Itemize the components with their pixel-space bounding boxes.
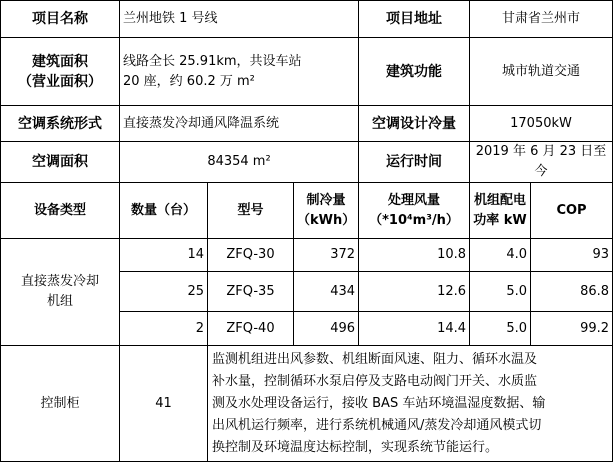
header-model: 型号 bbox=[208, 183, 294, 239]
building-area-label-line2: （营业面积） bbox=[18, 73, 102, 90]
row-ac-system bbox=[1, 106, 613, 142]
airflow-cell: 14.4 bbox=[359, 312, 470, 346]
header-cooling bbox=[294, 183, 359, 239]
cooling-cell: 496 bbox=[294, 312, 359, 346]
airflow-cell: 12.6 bbox=[359, 272, 470, 312]
power-cell: 5.0 bbox=[470, 272, 531, 312]
header-cooling-line2: （kWh） bbox=[297, 212, 356, 228]
project-name-label: 项目名称 bbox=[1, 1, 120, 38]
control-desc-line4: 出风机运行频率，进行系统机械通风/蒸发冷却通风模式切 bbox=[212, 417, 542, 433]
row-building-area bbox=[1, 38, 613, 106]
row-project-name bbox=[1, 1, 613, 38]
control-desc-line5: 换控制及环境温度达标控制，实现系统节能运行。 bbox=[212, 439, 499, 455]
building-area-label bbox=[1, 38, 120, 106]
row-ac-area bbox=[1, 142, 613, 183]
ac-load-value: 17050kW bbox=[470, 106, 613, 142]
project-address-label: 项目地址 bbox=[359, 1, 470, 38]
header-cooling-line1: 制冷量 bbox=[306, 192, 346, 208]
control-cabinet-qty: 41 bbox=[120, 346, 208, 462]
ac-system-label: 空调系统形式 bbox=[1, 106, 120, 142]
equipment-header-row bbox=[1, 183, 613, 239]
building-function-label: 建筑功能 bbox=[359, 38, 470, 106]
header-qty: 数量（台） bbox=[120, 183, 208, 239]
building-area-label-line1: 建筑面积 bbox=[32, 53, 88, 70]
group-label bbox=[1, 239, 120, 346]
group-label-line2: 机组 bbox=[46, 294, 73, 309]
qty-cell: 2 bbox=[120, 312, 208, 346]
cooling-cell: 434 bbox=[294, 272, 359, 312]
header-type: 设备类型 bbox=[1, 183, 120, 239]
control-cabinet-row bbox=[1, 346, 613, 462]
control-desc-line3: 测及水处理设备运行，接收 BAS 车站环境温湿度数据、输 bbox=[212, 395, 546, 411]
ac-area-value: 84354 m² bbox=[120, 142, 359, 183]
control-cabinet-label: 控制柜 bbox=[1, 346, 120, 462]
table-row bbox=[1, 239, 613, 272]
run-time-label: 运行时间 bbox=[359, 142, 470, 183]
ac-load-label: 空调设计冷量 bbox=[359, 106, 470, 142]
project-name-value: 兰州地铁 1 号线 bbox=[120, 1, 359, 38]
power-cell: 5.0 bbox=[470, 312, 531, 346]
cop-cell: 86.8 bbox=[531, 272, 613, 312]
header-power-line1: 机组配电 bbox=[474, 192, 527, 208]
header-airflow-line2: （*10⁴m³/h） bbox=[369, 212, 459, 228]
header-power bbox=[470, 183, 531, 239]
airflow-cell: 10.8 bbox=[359, 239, 470, 272]
run-time-value: 2019 年 6 月 23 日至今 bbox=[470, 142, 613, 183]
header-airflow-line1: 处理风量 bbox=[388, 192, 441, 208]
cop-cell: 99.2 bbox=[531, 312, 613, 346]
qty-cell: 25 bbox=[120, 272, 208, 312]
model-cell: ZFQ-30 bbox=[208, 239, 294, 272]
header-cop: COP bbox=[531, 183, 613, 239]
model-cell: ZFQ-40 bbox=[208, 312, 294, 346]
ac-system-value: 直接蒸发冷却通风降温系统 bbox=[120, 106, 359, 142]
header-airflow bbox=[359, 183, 470, 239]
control-cabinet-description bbox=[208, 346, 613, 462]
project-address-value: 甘肃省兰州市 bbox=[470, 1, 613, 38]
model-cell: ZFQ-35 bbox=[208, 272, 294, 312]
power-cell: 4.0 bbox=[470, 239, 531, 272]
ac-area-label: 空调面积 bbox=[1, 142, 120, 183]
building-area-value bbox=[120, 38, 359, 106]
building-area-value-line2: 20 座，约 60.2 万 m² bbox=[123, 73, 255, 89]
header-power-line2: 功率 kW bbox=[473, 212, 527, 228]
group-label-line1: 直接蒸发冷却 bbox=[20, 274, 99, 289]
control-desc-line2: 补水量，控制循环水泵启停及支路电动阀门开关、水质监 bbox=[212, 373, 538, 389]
building-function-value: 城市轨道交通 bbox=[470, 38, 613, 106]
qty-cell: 14 bbox=[120, 239, 208, 272]
cooling-cell: 372 bbox=[294, 239, 359, 272]
control-desc-line1: 监测机组进出风参数、机组断面风速、阻力、循环水温及 bbox=[212, 351, 538, 367]
building-area-value-line1: 线路全长 25.91km，共设车站 bbox=[123, 53, 302, 69]
cop-cell: 93 bbox=[531, 239, 613, 272]
